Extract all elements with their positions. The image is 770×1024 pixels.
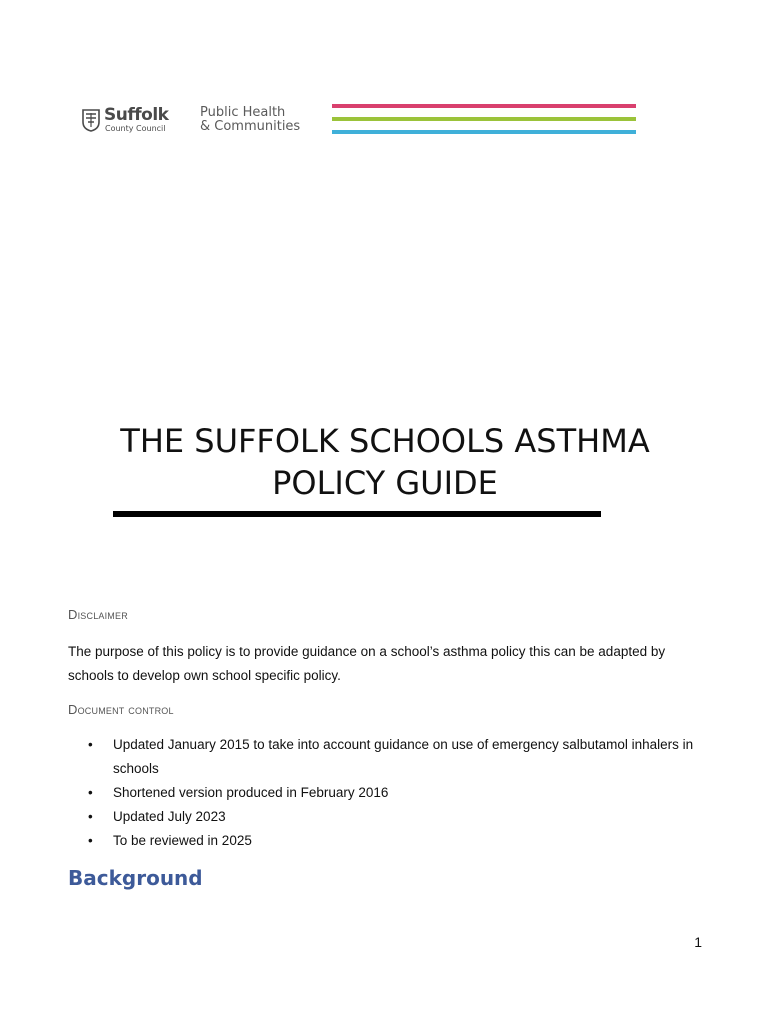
disclaimer-text: The purpose of this policy is to provide guidance on a school’s asthma policy this can be adapted by schools to develop own school specific policy. (68, 644, 666, 683)
list-item-text: Shortened version produced in February 2016 (113, 785, 389, 800)
list-item-text: Updated July 2023 (113, 809, 226, 824)
page-title (60, 420, 710, 504)
title-underline (113, 511, 601, 517)
list-item (68, 733, 708, 781)
bullet-icon: • (88, 785, 93, 800)
bullet-icon: • (88, 809, 93, 824)
page-number: 1 (694, 934, 702, 950)
list-item (68, 829, 708, 853)
disclaimer-heading: Disclaimer (68, 607, 128, 622)
stripe-blue (332, 130, 636, 134)
public-health-line1: Public Health (200, 105, 286, 120)
suffolk-crest-icon (82, 108, 100, 132)
background-heading: Background (68, 866, 203, 890)
council-name: Suffolk (104, 105, 169, 125)
bullet-icon: • (88, 737, 93, 752)
title-line-1: THE SUFFOLK SCHOOLS ASTHMA (120, 422, 650, 460)
bullet-icon: • (88, 833, 93, 848)
stripe-green (332, 117, 636, 121)
public-health-logo (200, 106, 300, 134)
suffolk-county-council-logo (80, 104, 172, 136)
list-item (68, 781, 708, 805)
document-control-list (68, 733, 708, 853)
list-item (68, 805, 708, 829)
stripe-pink (332, 104, 636, 108)
list-item-text: To be reviewed in 2025 (113, 833, 252, 848)
list-item-text: Updated January 2015 to take into account guidance on use of emergency salbutamol inhalers in schools (113, 737, 694, 776)
document-control-heading: Document control (68, 702, 174, 717)
council-subtitle: County Council (105, 124, 166, 133)
public-health-line2: & Communities (200, 119, 301, 134)
title-line-2: POLICY GUIDE (272, 464, 498, 502)
